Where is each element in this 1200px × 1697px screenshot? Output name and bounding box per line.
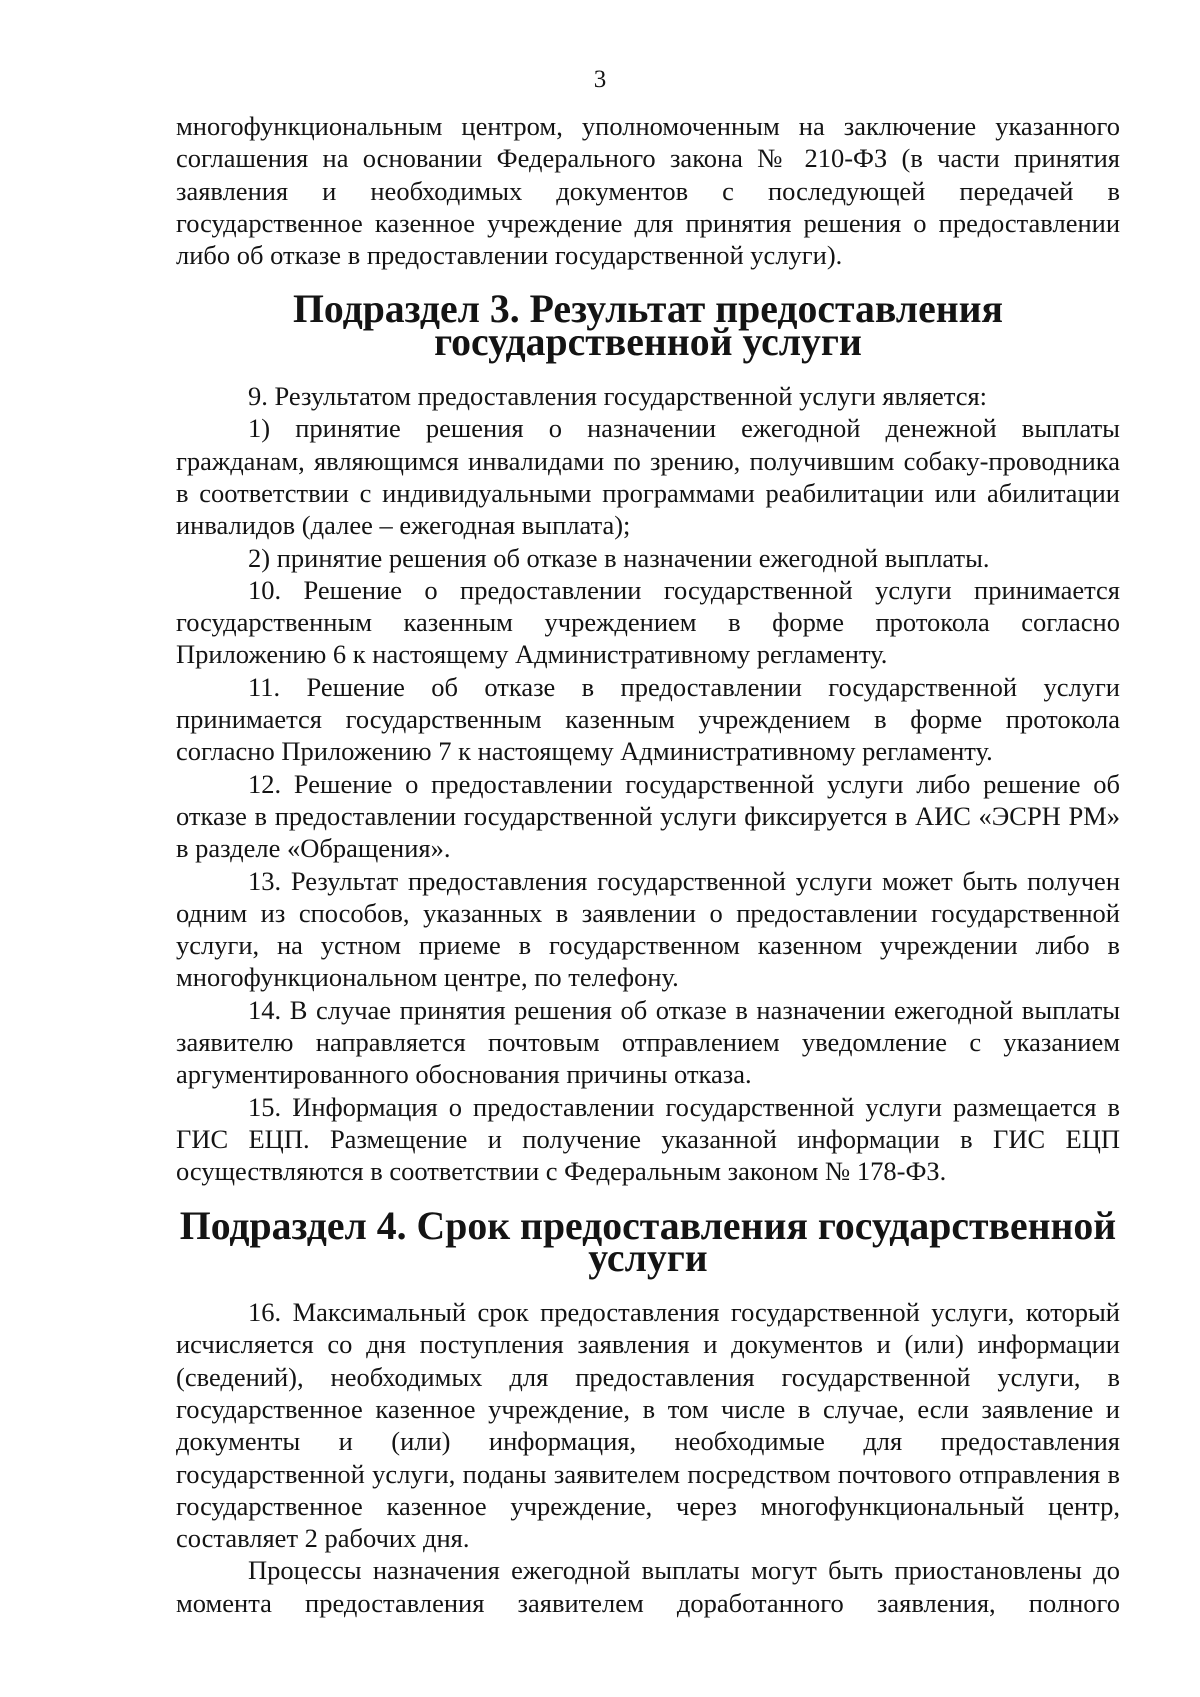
- paragraph-15: 15. Информация о предоставлении государственной услуги размещается в ГИС ЕЦП. Размещение и получение указанной информации в ГИС ЕЦП осуществляются в соответствии с Федеральным законом № 178-ФЗ.: [176, 1091, 1120, 1187]
- paragraph-14: 14. В случае принятия решения об отказе в назначении ежегодной выплаты заявителю направляется почтовым отправлением уведомление с указанием аргументированного обоснования причины отказа.: [176, 994, 1120, 1090]
- paragraph-9-item-1: 1) принятие решения о назначении ежегодной денежной выплаты гражданам, являющимся инвалидами по зрению, получившим собаку-проводника в соответствии с индивидуальными программами реабилитации или абилитации инвалидов (далее – ежегодная выплата);: [176, 413, 1120, 541]
- subsection-3-heading: Подраздел 3. Результат предоставления государственной услуги: [292, 287, 1004, 364]
- paragraph-11: 11. Решение об отказе в предоставлении государственной услуги принимается государственным казенным учреждением в форме протокола согласно Приложению 7 к настоящему Административному регламенту.: [176, 671, 1120, 767]
- paragraph-9-item-2: 2) принятие решения об отказе в назначении ежегодной выплаты.: [248, 542, 990, 573]
- paragraph-12: 12. Решение о предоставлении государственной услуги либо решение об отказе в предоставлении государственной услуги фиксируется в АИС «ЭСРН РМ» в разделе «Обращения».: [176, 768, 1120, 864]
- paragraph-processes: Процессы назначения ежегодной выплаты могут быть приостановлены до момента предоставления заявителем доработанного заявления, полного: [176, 1555, 1120, 1618]
- paragraph-16: 16. Максимальный срок предоставления государственной услуги, который исчисляется со дня поступления заявления и документов и (или) информации (сведений), необходимых для предоставления государственной услуги, в государственное казенное учреждение, в том числе в случае, если заявление и документы и (или) информация, необходимые для предоставления государственной услуги, поданы заявителем посредством почтового отправления в государственное казенное учреждение, через многофункциональный центр, составляет 2 рабочих дня.: [176, 1297, 1120, 1554]
- paragraph-10: 10. Решение о предоставлении государственной услуги принимается государственным казенным учреждением в форме протокола согласно Приложению 6 к настоящему Административному регламенту.: [176, 574, 1120, 670]
- document-body: [176, 110, 1120, 1619]
- paragraph-9: 9. Результатом предоставления государственной услуги является:: [248, 381, 988, 412]
- intro-paragraph: многофункциональным центром, уполномоченным на заключение указанного соглашения на основании Федерального закона № 210-ФЗ (в части принятия заявления и необходимых документов с последующей передачей в государственное казенное учреждение для принятия решения о предоставлении либо об отказе в предоставлении государственной услуги).: [176, 111, 1120, 271]
- page-number: 3: [593, 66, 607, 93]
- paragraph-13: 13. Результат предоставления государственной услуги может быть получен одним из способов, указанных в заявлении о предоставлении государственной услуги, на устном приеме в государственном казенном учреждении либо в многофункциональном центре, по телефону.: [176, 865, 1120, 993]
- subsection-4-heading: Подраздел 4. Срок предоставления государственной услуги: [179, 1203, 1117, 1280]
